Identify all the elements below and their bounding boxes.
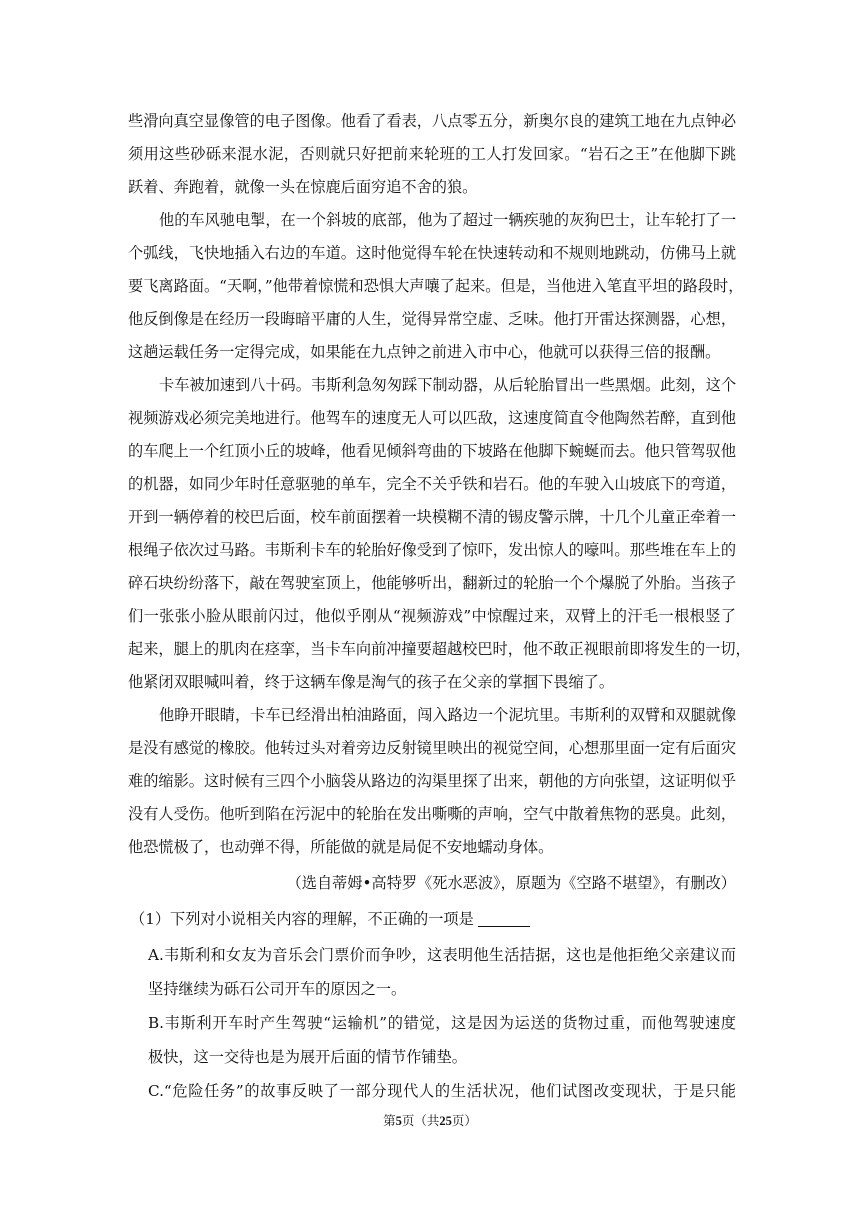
- paragraph-line: 这趟运载任务一定得完成，如果能在九点钟之前进入市中心，他就可以获得三倍的报酬。: [128, 343, 721, 361]
- option-line: 坚持继续为砾石公司开车的原因之一。: [148, 980, 407, 998]
- footer-mid: 页（共: [401, 1113, 440, 1128]
- paragraph-line: 根绳子依次过马路。韦斯利卡车的轮胎好像受到了惊吓，发出惊人的嚎叫。那些堆在车上的: [128, 541, 736, 559]
- source-citation: （选自蒂姆•高特罗《死水恶波》，原题为《空路不堪望》，有删改）: [286, 874, 736, 892]
- question-stem: [128, 904, 736, 934]
- paragraph-line: 碎石块纷纷落下，敲在驾驶室顶上，他能够听出，翻新过的轮胎一个个爆脱了外胎。当孩子: [128, 574, 736, 592]
- paragraph-line: 是没有感觉的橡胶。他转过头对着旁边反射镜里映出的视觉空间，心想那里面一定有后面灾: [128, 739, 736, 757]
- paragraph-line: 个弧线，飞快地插入右边的车道。这时他觉得车轮在快速转动和不规则地跳动，仿佛马上就: [128, 244, 736, 262]
- paragraph-line: 跃着、奔跑着，就像一头在惊鹿后面穷追不舍的狼。: [128, 178, 478, 196]
- question-prompt: （1）下列对小说相关内容的理解，不正确的一项是: [130, 910, 474, 928]
- option-line: 极快，这一交待也是为展开后面的情节作铺垫。: [148, 1048, 467, 1066]
- paragraph-line: 他紧闭双眼喊叫着，终于这辆车像是淘气的孩子在父亲的掌掴下畏缩了。: [128, 673, 614, 691]
- page-number: 5: [395, 1114, 402, 1128]
- footer-prefix: 第: [383, 1113, 396, 1128]
- answer-blank[interactable]: [478, 925, 530, 927]
- option-line: C.“危险任务”的故事反映了一部分现代人的生活状况，他们试图改变现状，于是只能: [148, 1082, 736, 1100]
- paragraph-line: 难的缩影。这时候有三四个小脑袋从路边的沟渠里探了出来，朝他的方向张望，这证明似乎: [128, 772, 736, 790]
- option-line: B.韦斯利开车时产生驾驶“运输机”的错觉，这是因为运送的货物过重，而他驾驶速度: [148, 1014, 736, 1032]
- paragraph-line: 他恐慌极了，也动弹不得，所能做的就是局促不安地蠕动身体。: [128, 838, 554, 856]
- paragraph-line: 们一张张小脸从眼前闪过，他似乎刚从“视频游戏”中惊醒过来，双臂上的汗毛一根根竖了: [128, 607, 736, 625]
- total-pages: 25: [439, 1114, 452, 1128]
- paragraph-line: 卡车被加速到八十码。韦斯利急匆匆踩下制动器，从后轮胎冒出一些黑烟。此刻，这个: [159, 376, 737, 394]
- paragraph-line: 些滑向真空显像管的电子图像。他看了看表，八点零五分，新奥尔良的建筑工地在九点钟必: [128, 112, 736, 130]
- paragraph-line: 他的车风驰电掣，在一个斜坡的底部，他为了超过一辆疾驰的灰狗巴士，让车轮打了一: [159, 211, 737, 229]
- paragraph-line: 他睁开眼睛，卡车已经滑出柏油路面，闯入路边一个泥坑里。韦斯利的双臂和双腿就像: [159, 706, 737, 724]
- paragraph-line: 要飞离路面。“天啊，”他带着惊慌和恐惧大声嚷了起来。但是，当他进入笔直平坦的路段时，: [128, 277, 744, 295]
- page-footer: [0, 1112, 860, 1130]
- paragraph-line: 的车爬上一个红顶小丘的坡峰，他看见倾斜弯曲的下坡路在他脚下蜿蜒而去。他只管驾驭他: [128, 442, 736, 460]
- paragraph-line: 须用这些砂砾来混水泥，否则就只好把前来轮班的工人打发回家。“岩石之王”在他脚下跳: [128, 145, 736, 163]
- paragraph-line: 他反倒像是在经历一段晦暗平庸的人生，觉得异常空虚、乏味。他打开雷达探测器，心想，: [128, 310, 736, 328]
- option-line: A.韦斯利和女友为音乐会门票价而争吵，这表明他生活拮据，这也是他拒绝父亲建议而: [148, 946, 736, 964]
- paragraph-line: 起来，腿上的肌肉在痉挛，当卡车向前冲撞要超越校巴时，他不敢正视眼前即将发生的一切，: [128, 640, 751, 658]
- paragraph-line: 开到一辆停着的校巴后面，校车前面摆着一块模糊不清的锡皮警示牌，十几个儿童正牵着一: [128, 508, 736, 526]
- paragraph-line: 视频游戏必须完美地进行。他驾车的速度无人可以匹敌，这速度简直令他陶然若醉，直到他: [128, 409, 736, 427]
- footer-suffix: 页）: [451, 1113, 477, 1128]
- paragraph-line: 没有人受伤。他听到陷在污泥中的轮胎在发出嘶嘶的声响，空气中散着焦物的恶臭。此刻，: [128, 805, 736, 823]
- paragraph-line: 的机器，如同少年时任意驱驰的单车，完全不关乎铁和岩石。他的车驶入山坡底下的弯道，: [128, 475, 736, 493]
